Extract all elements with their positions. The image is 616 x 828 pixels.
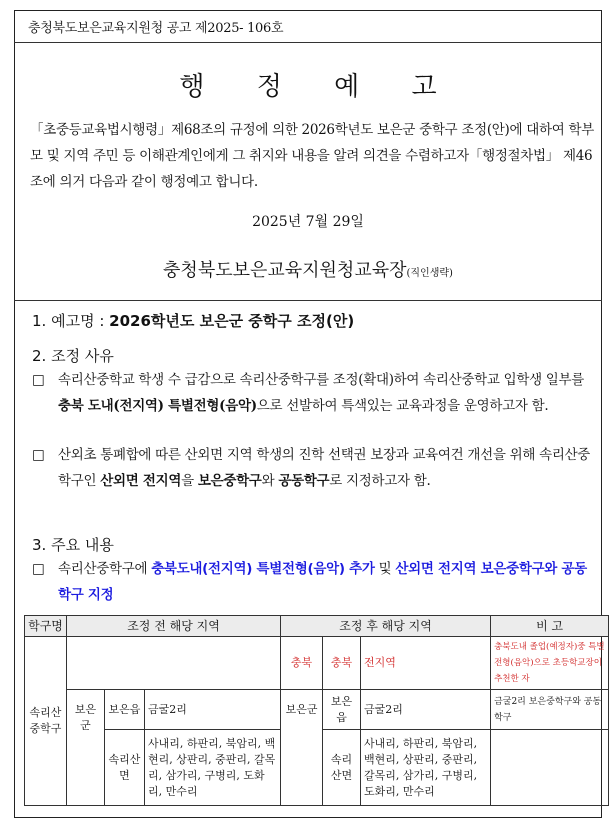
row1-after-subregion: 충북	[323, 637, 361, 690]
intro-law2-article: 제46조	[30, 148, 593, 190]
table-row	[25, 637, 609, 690]
item2-text-pre: 산외초 통폐합에 따른 산외면 지역 학생의 진학 선택권 보장과 교육여건 개선을 위해 속리산중학구인	[58, 447, 591, 489]
checkbox-glyph: □	[32, 561, 45, 577]
header-before: 조정 전 해당 지역	[67, 616, 281, 637]
row2-note: 금굴2리 보은중학구와 공동학구	[491, 690, 609, 730]
intro-law1: 「초중등교육법시행령」	[30, 122, 172, 138]
header-divider	[14, 42, 602, 43]
item1-text-bold: 충북 도내(전지역) 특별전형(음악)	[58, 398, 257, 414]
district-table	[24, 615, 609, 806]
item2-text-bold3: 공동학구	[278, 473, 330, 489]
section3-item	[32, 556, 592, 608]
intro-part2: 에 의거 다음과 같이 행정예고 합니다.	[42, 174, 258, 190]
district-name: 속리산중학구	[29, 706, 62, 735]
row1-after-region: 충북	[281, 637, 323, 690]
item2-text-bold2: 보은중학구	[197, 473, 262, 489]
row2-area-after: 금굴2리	[361, 690, 491, 730]
header-district: 학구명	[25, 616, 67, 637]
empty-before-cell	[67, 637, 281, 690]
section-divider	[14, 300, 602, 301]
row2-area: 금굴2리	[145, 690, 281, 730]
row2-town: 보은읍	[105, 690, 145, 730]
section3-text-mid: 및	[378, 561, 392, 577]
item1-text-pre: 속리산중학교 학생 수 급감으로 속리산중학구를 조정(확대)하여 속리산중학교 입학생 일부를	[58, 372, 585, 388]
agency-seal-note: (직인생략)	[406, 268, 453, 279]
item2-text-mid: 을	[181, 473, 194, 489]
item1-text-post: 으로 선발하여 특색있는 교육과정을 운영하고자 함.	[256, 398, 549, 414]
section1-heading	[32, 310, 354, 331]
row2-county-after: 보은군	[281, 690, 323, 806]
section2-item2	[32, 442, 592, 494]
issuing-agency	[0, 256, 616, 282]
intro-paragraph	[30, 117, 596, 195]
section2-item1	[32, 367, 592, 419]
section3-highlight1: 충북도내(전지역) 특별전형(음악) 추가	[151, 561, 375, 577]
row3-villages: 사내리, 하판리, 북암리, 백현리, 상판리, 중판리, 갈목리, 삼가리, 구병리, 도화리, 만수리	[145, 730, 281, 806]
notice-number: 충청북도보은교육지원청 공고 제2025- 106호	[28, 21, 284, 36]
district-name-cell	[25, 637, 67, 806]
item2-text-post: 로 지정하고자 함.	[329, 473, 431, 489]
intro-law1-article: 제68조	[171, 122, 214, 138]
checkbox-glyph: □	[32, 447, 45, 463]
row1-after-area: 전지역	[361, 637, 491, 690]
row2-county: 보은군	[67, 690, 105, 806]
table-header-row	[25, 616, 609, 637]
section3-text-pre: 속리산중학구에	[58, 561, 148, 577]
row3-note-empty	[491, 730, 609, 806]
page-title: 행 정 예 고	[179, 72, 459, 102]
section1-value: 2026학년도 보은군 중학구 조정(안)	[109, 312, 355, 330]
row1-note: 충북도내 졸업(예정자)중 특별전형(음악)으로 초등학교장이 추천한 자	[491, 637, 609, 690]
item2-text-bold: 산외면 전지역	[100, 473, 182, 489]
row3-town: 속리산면	[105, 730, 145, 806]
intro-law2: 「행정절차법」	[468, 148, 559, 164]
header-after: 조정 후 해당 지역	[281, 616, 491, 637]
checkbox-glyph: □	[32, 372, 45, 388]
section2-heading	[32, 345, 114, 366]
row2-town-after: 보은읍	[323, 690, 361, 730]
section1-label: 예고명 :	[51, 312, 105, 330]
section3-heading	[32, 534, 114, 555]
row3-villages-after: 사내리, 하판리, 북암리, 백현리, 상판리, 중판리, 갈목리, 삼가리, 구병리, 도화리, 만수리	[361, 730, 491, 806]
section1-number: 1.	[32, 312, 47, 330]
notice-date: 2025년 7월 29일	[252, 214, 364, 230]
header-note: 비 고	[491, 616, 609, 637]
section3-highlight2: 산외면 전지역 보은중학구와 공동학구 지정	[58, 561, 587, 603]
intro-part1: 의 규정에 의한 2026학년도 보은군 중학구 조정(안)에 대하여 학부모 및 지역 주민 등 이해관계인에게 그 취지와 내용을 알려 의견을 수렴하고자	[30, 122, 594, 164]
section2-number: 2.	[32, 347, 47, 365]
section2-label: 조정 사유	[51, 347, 114, 365]
section3-number: 3.	[32, 536, 47, 554]
section3-label: 주요 내용	[51, 536, 114, 554]
row3-town-after: 속리산면	[323, 730, 361, 806]
agency-name: 충청북도보은교육지원청교육장	[163, 260, 407, 281]
table-row	[25, 690, 609, 730]
item2-text-mid2: 와	[261, 473, 275, 489]
